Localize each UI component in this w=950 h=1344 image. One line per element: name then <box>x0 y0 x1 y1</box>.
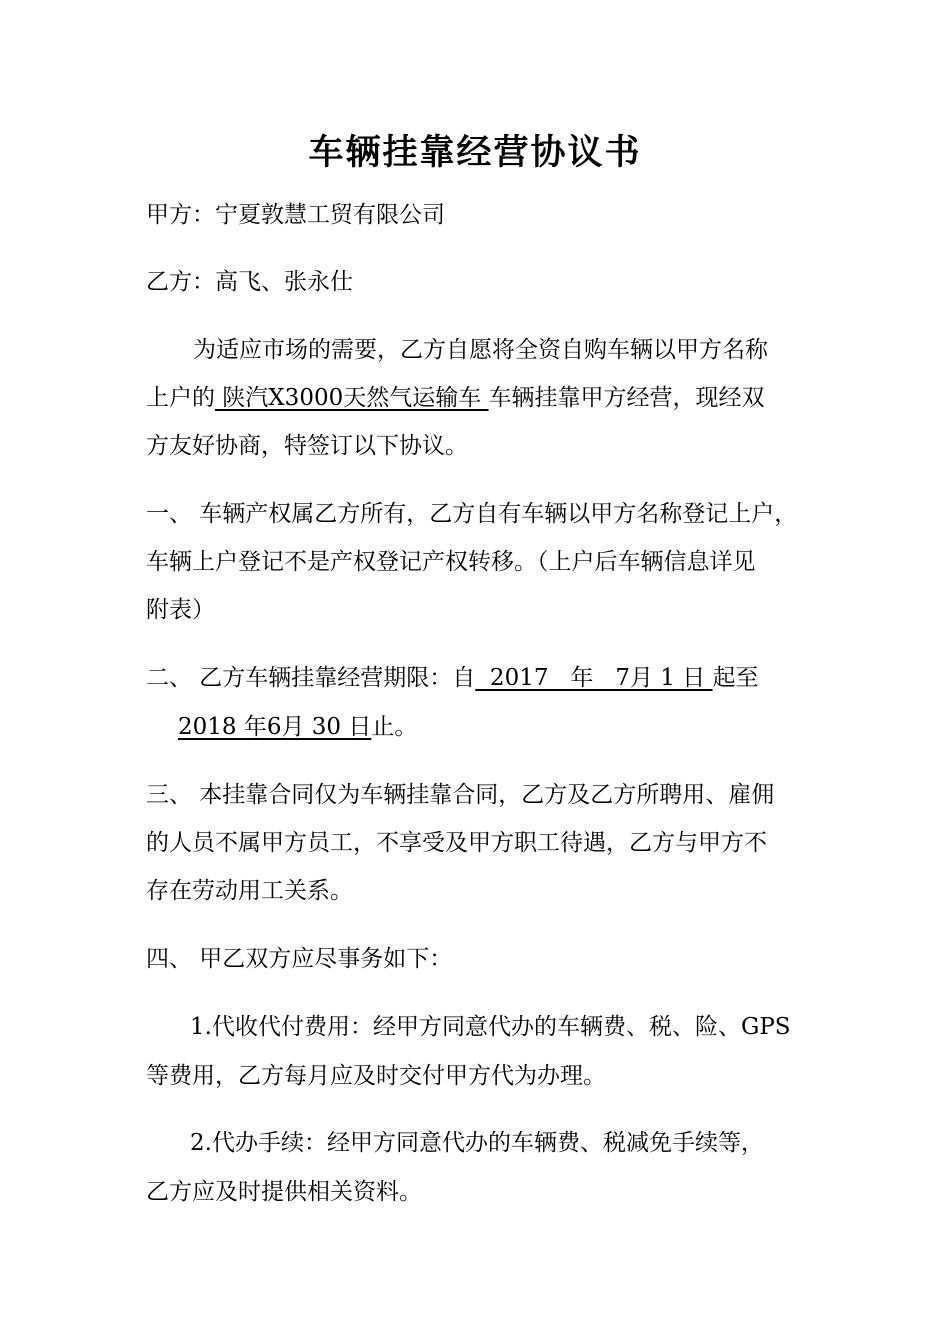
clause-4-item-2-line-1: 2.代办手续：经甲方同意代办的车辆费、税减免手续等， <box>190 1130 764 1156</box>
clause-4-item-2-line-2: 乙方应及时提供相关资料。 <box>146 1179 422 1205</box>
clause-3-line-1: 三、 本挂靠合同仅为车辆挂靠合同，乙方及乙方所聘用、雇佣 <box>146 782 775 808</box>
clause-4-heading: 四、 甲乙双方应尽事务如下： <box>146 946 453 972</box>
clause-2-line-1 <box>146 663 759 693</box>
clause-2-suffix: 止。 <box>371 714 418 740</box>
clause-3-line-3: 存在劳动用工关系。 <box>146 878 353 904</box>
party-b: 乙方：高飞、张永仕 <box>146 269 353 295</box>
clause-4-item-1-line-1: 1.代收代付费用：经甲方同意代办的车辆费、税、险、GPS <box>190 1014 791 1040</box>
clause-4-item-1-line-2: 等费用，乙方每月应及时交付甲方代为办理。 <box>146 1063 606 1089</box>
intro-line-1: 为适应市场的需要，乙方自愿将全资自购车辆以甲方名称 <box>193 337 768 363</box>
clause-2-middle: 起至 <box>712 665 759 691</box>
clause-2-prefix: 二、 乙方车辆挂靠经营期限：自 <box>146 665 476 691</box>
clause-2-line-2 <box>178 712 417 742</box>
end-date: 2018 年6月 30 日 <box>178 714 372 740</box>
clause-1-line-2: 车辆上户登记不是产权登记产权转移。（上户后车辆信息详见 <box>146 549 756 575</box>
clause-1-line-3: 附表） <box>146 597 215 623</box>
document-title: 车辆挂靠经营协议书 <box>308 132 642 173</box>
intro-line-2-suffix: 车辆挂靠甲方经营，现经双 <box>488 385 765 411</box>
party-a: 甲方：宁夏敦慧工贸有限公司 <box>146 202 445 228</box>
start-date: 2017 年 7月 1 日 <box>475 665 713 691</box>
intro-line-2-prefix: 上户的 <box>146 385 215 411</box>
clause-1-line-1: 一、 车辆产权属乙方所有，乙方自有车辆以甲方名称登记上户， <box>146 501 798 527</box>
intro-line-3: 方友好协商，特签订以下协议。 <box>146 433 468 459</box>
clause-3-line-2: 的人员不属甲方员工，不享受及甲方职工待遇，乙方与甲方不 <box>146 830 767 856</box>
intro-line-2 <box>146 383 765 413</box>
vehicle-name: 陕汽X3000天然气运输车 <box>215 385 489 411</box>
